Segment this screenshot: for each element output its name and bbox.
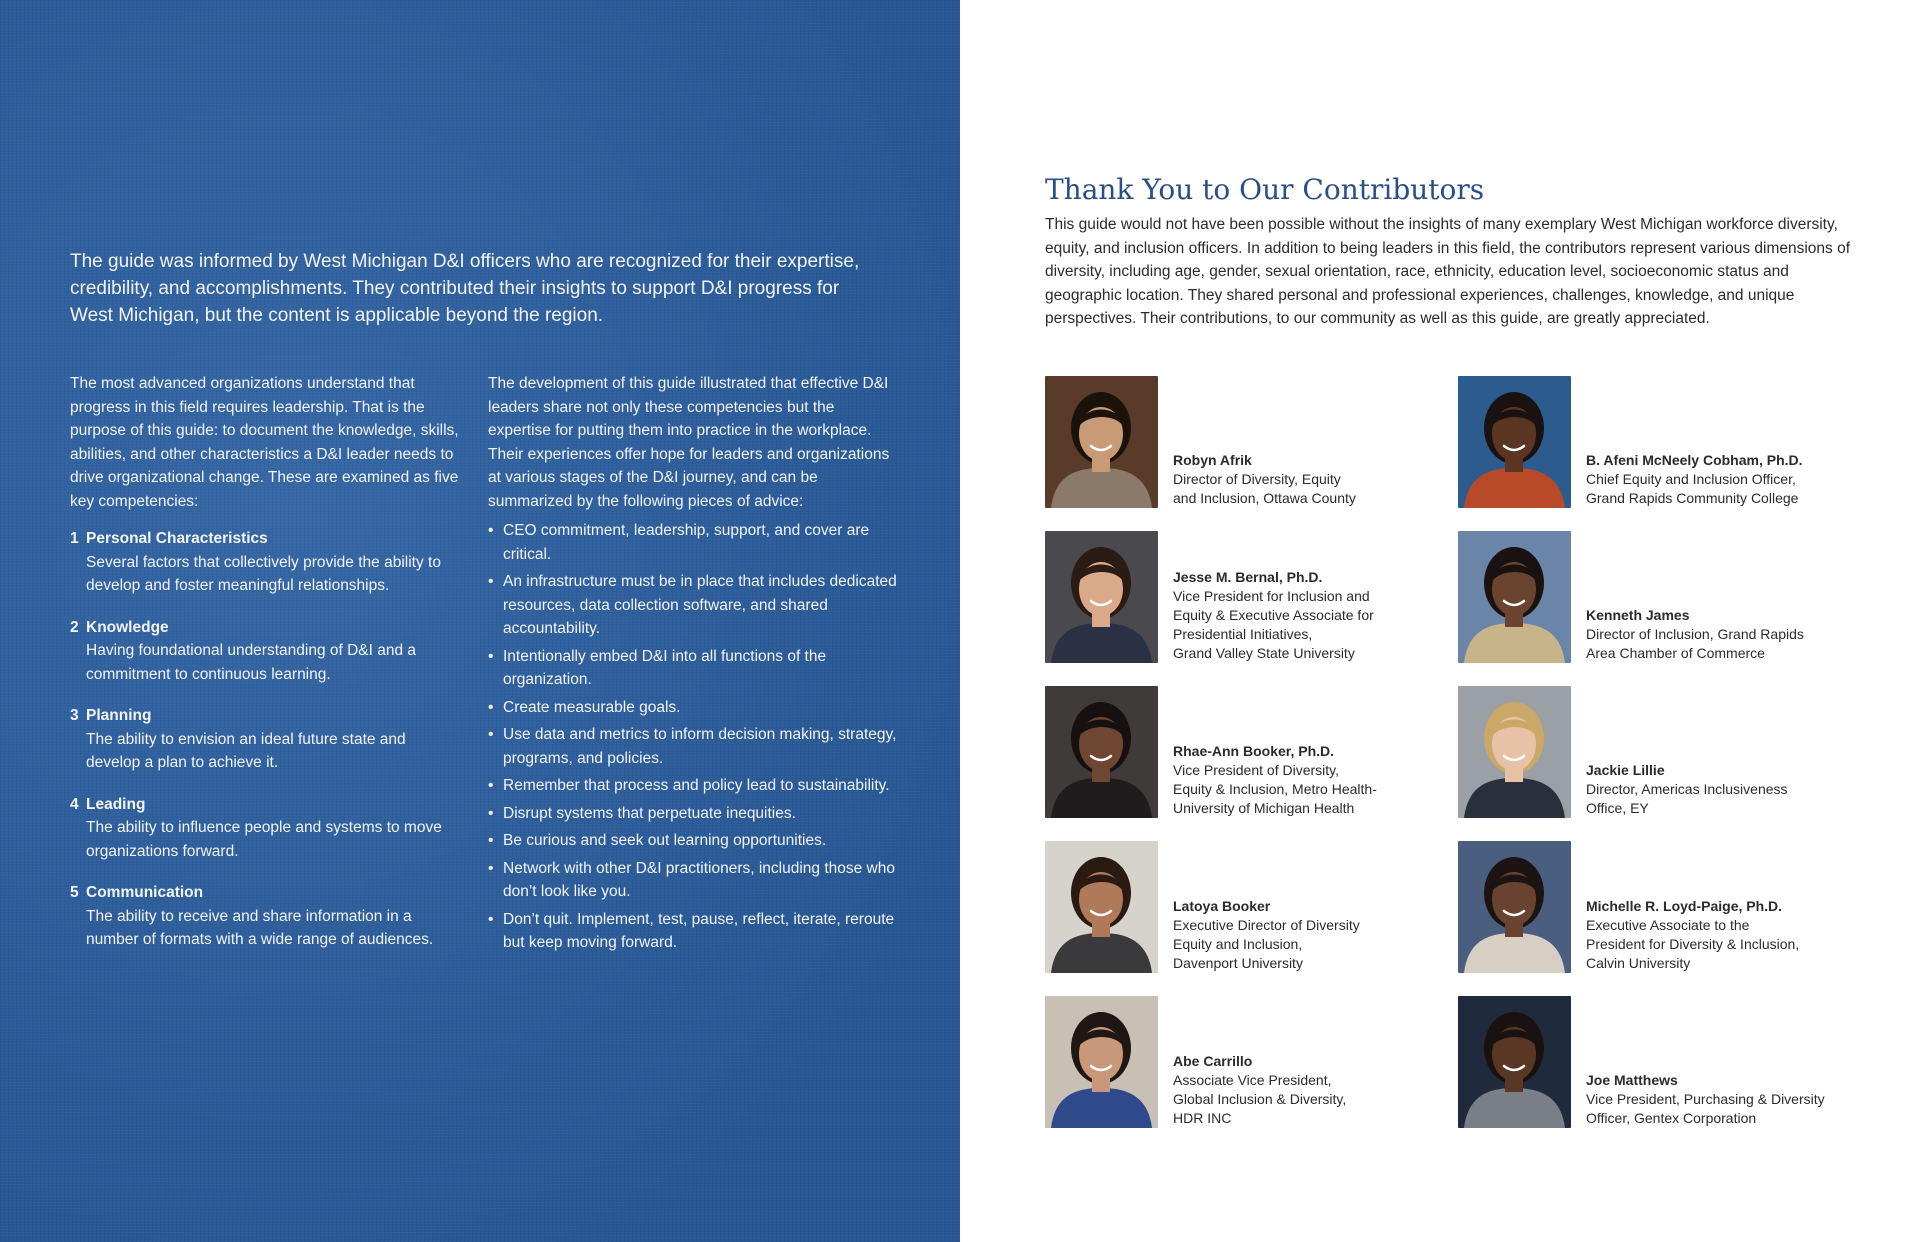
advice-item: [488, 829, 898, 853]
contributor-photo: [1458, 376, 1571, 508]
contributor-title-line: Presidential Initiatives,: [1173, 626, 1313, 642]
advice-item: [488, 570, 898, 641]
contributor-card: [1458, 531, 1878, 663]
competency-number: 5: [70, 884, 79, 901]
bullet-marker: •: [488, 832, 494, 849]
competency-description: The ability to receive and share information in a number of formats with a wide range of audiences.: [86, 907, 434, 948]
portrait-image: [1045, 996, 1158, 1128]
competency-number: 1: [70, 530, 79, 547]
portrait-image: [1045, 531, 1158, 663]
competency-heading: [70, 793, 460, 817]
contributor-info: [1173, 742, 1473, 818]
contributor-card: [1045, 686, 1465, 818]
contributor-photo: [1045, 376, 1158, 508]
contributor-info: [1173, 897, 1473, 973]
competencies-intro: The most advanced organizations understand that progress in this field requires leadership. That is the purpose of this guide: to document the knowledge, skills, abilities, and other characteristics a D&I leader needs to drive organizational change. These are examined as five key competencies:: [70, 375, 459, 510]
competency-title: Communication: [86, 884, 204, 901]
advice-item: [488, 857, 898, 904]
contributor-card: [1458, 686, 1878, 818]
contributor-title-line: Executive Director of Diversity: [1173, 917, 1360, 933]
competency-title: Knowledge: [86, 618, 169, 636]
contributor-title-line: Vice President for Inclusion and: [1173, 588, 1370, 604]
portrait-image: [1458, 686, 1571, 818]
portrait-image: [1458, 841, 1571, 973]
competency-heading: [70, 881, 460, 905]
portrait-image: [1458, 376, 1571, 508]
competencies-column: [70, 372, 460, 970]
portrait-image: [1458, 531, 1571, 663]
portrait-image: [1045, 376, 1158, 508]
competency-number: 2: [70, 618, 79, 636]
contributor-info: [1586, 1071, 1886, 1128]
contributor-info: [1586, 761, 1886, 818]
competency-heading: [70, 704, 460, 728]
contributor-photo: [1045, 531, 1158, 663]
bullet-marker: •: [488, 647, 494, 665]
bullet-marker: •: [488, 573, 494, 590]
contributor-title-line: Officer, Gentex Corporation: [1586, 1110, 1757, 1126]
contributor-info: [1173, 568, 1473, 663]
contributor-title-line: Calvin University: [1586, 955, 1691, 971]
contributor-name: Abe Carrillo: [1173, 1053, 1253, 1069]
bullet-marker: •: [488, 698, 494, 716]
contributor-photo: [1045, 996, 1158, 1128]
bullet-marker: •: [488, 522, 494, 539]
contributor-title-line: Office, EY: [1586, 800, 1649, 816]
bullet-marker: •: [488, 804, 494, 822]
contributor-name: Jesse M. Bernal, Ph.D.: [1173, 569, 1323, 585]
contributor-title-line: Director of Inclusion, Grand Rapids: [1586, 626, 1804, 642]
contributor-title-line: Director, Americas Inclusiveness: [1586, 781, 1788, 797]
competency-description: Having foundational understanding of D&I and a commitment to continuous learning.: [86, 642, 417, 683]
advice-item: [488, 696, 898, 720]
contributor-info: [1173, 451, 1473, 508]
contributor-name: Joe Matthews: [1586, 1072, 1678, 1088]
competency-item: [70, 704, 460, 775]
competency-item: [70, 616, 460, 687]
competency-description: Several factors that collectively provide the ability to develop and foster meaningful relationships.: [86, 553, 441, 594]
contributor-title-line: HDR INC: [1173, 1110, 1232, 1126]
contributors-description: This guide would not have been possible without the insights of many exemplary West Michigan workforce diversity, equity, and inclusion officers. In addition to being leaders in this field, the contributors represent various dimensions of diversity, including age, gender, sexual orientation, race, ethnicity, education level, socioeconomic status and geographic location. They shared personal and professional experiences, challenges, knowledge, and unique perspectives. Their contributions, to our community as well as this guide, are greatly appreciated.: [1045, 216, 1851, 327]
contributor-title-line: Equity and Inclusion,: [1173, 936, 1303, 952]
contributor-card: [1045, 996, 1465, 1128]
contributor-info: [1586, 606, 1886, 663]
contributor-title-line: Grand Rapids Community College: [1586, 490, 1799, 506]
advice-intro: The development of this guide illustrated that effective D&I leaders share not only these competencies but the expertise for putting them into practice in the workplace. Their experiences offer hope for leaders and organizations at various stages of the D&I journey, and can be summarized by the following pieces of advice:: [488, 375, 890, 510]
contributor-name: Robyn Afrik: [1173, 452, 1252, 468]
contributor-title-line: Associate Vice President,: [1173, 1072, 1332, 1088]
contributor-photo: [1045, 841, 1158, 973]
advice-text: Don’t quit. Implement, test, pause, reflect, iterate, reroute but keep moving forward.: [503, 910, 895, 951]
portrait-image: [1458, 996, 1571, 1128]
advice-column: [488, 372, 898, 959]
contributor-title-line: Executive Associate to the: [1586, 917, 1750, 933]
contributor-photo: [1458, 996, 1571, 1128]
advice-text: Remember that process and policy lead to sustainability.: [503, 777, 890, 794]
contributor-title-line: and Inclusion, Ottawa County: [1173, 490, 1356, 506]
contributor-name: Rhae-Ann Booker, Ph.D.: [1173, 743, 1335, 759]
competency-heading: [70, 616, 460, 640]
competency-title: Personal Characteristics: [86, 530, 268, 547]
competency-list: [70, 527, 460, 952]
bullet-marker: •: [488, 726, 494, 743]
contributor-title-line: University of Michigan Health: [1173, 800, 1355, 816]
contributor-info: [1586, 897, 1886, 973]
advice-item: [488, 723, 898, 770]
advice-text: CEO commitment, leadership, support, and cover are critical.: [503, 522, 870, 563]
contributor-title-line: Chief Equity and Inclusion Officer,: [1586, 471, 1796, 487]
competency-title: Leading: [86, 795, 146, 813]
advice-item: [488, 519, 898, 566]
competency-description: The ability to influence people and systems to move organizations forward.: [86, 819, 442, 860]
advice-item: [488, 645, 898, 692]
contributor-info: [1586, 451, 1886, 508]
contributor-name: Latoya Booker: [1173, 898, 1271, 914]
contributor-photo: [1458, 841, 1571, 973]
contributors-title: Thank You to Our Contributors: [1045, 173, 1485, 206]
advice-text: Use data and metrics to inform decision making, strategy, programs, and policies.: [503, 726, 897, 767]
competency-item: [70, 527, 460, 598]
contributor-title-line: President for Diversity & Inclusion,: [1586, 936, 1800, 952]
contributor-card: [1045, 841, 1465, 973]
competency-description: The ability to envision an ideal future state and develop a plan to achieve it.: [86, 730, 406, 771]
advice-text: Intentionally embed D&I into all functions of the organization.: [503, 647, 827, 688]
bullet-marker: •: [488, 910, 494, 928]
contributor-card: [1458, 376, 1878, 508]
advice-text: An infrastructure must be in place that includes dedicated resources, data collection software, and shared accountability.: [503, 573, 897, 637]
contributor-card: [1045, 531, 1465, 663]
contributor-title-line: Equity & Inclusion, Metro Health-: [1173, 781, 1377, 797]
right-panel: [960, 0, 1920, 1242]
contributor-title-line: Vice President, Purchasing & Diversity: [1586, 1091, 1825, 1107]
contributor-info: [1173, 1052, 1473, 1128]
competency-item: [70, 881, 460, 952]
contributor-title-line: Global Inclusion & Diversity,: [1173, 1091, 1347, 1107]
bullet-marker: •: [488, 859, 494, 877]
contributor-photo: [1458, 531, 1571, 663]
contributor-title-line: Vice President of Diversity,: [1173, 762, 1339, 778]
contributor-name: Jackie Lillie: [1586, 762, 1665, 778]
competency-item: [70, 793, 460, 864]
advice-item: [488, 774, 898, 798]
competency-heading: [70, 527, 460, 551]
advice-text: Disrupt systems that perpetuate inequities.: [503, 804, 796, 822]
portrait-image: [1045, 841, 1158, 973]
contributor-title-line: Equity & Executive Associate for: [1173, 607, 1374, 623]
contributor-card: [1458, 996, 1878, 1128]
contributor-card: [1045, 376, 1465, 508]
competency-number: 3: [70, 707, 79, 724]
contributor-card: [1458, 841, 1878, 973]
intro-paragraph: The guide was informed by West Michigan D&I officers who are recognized for their expertise, credibility, and accomplishments. They contributed their insights to support D&I progress for West Michigan, but the content is applicable beyond the region.: [70, 251, 860, 326]
contributor-title-line: Director of Diversity, Equity: [1173, 471, 1341, 487]
contributor-name: Michelle R. Loyd-Paige, Ph.D.: [1586, 898, 1783, 914]
contributor-name: Kenneth James: [1586, 607, 1690, 623]
advice-item: [488, 908, 898, 955]
advice-item: [488, 802, 898, 826]
competency-title: Planning: [86, 707, 152, 724]
advice-text: Create measurable goals.: [503, 698, 681, 716]
bullet-marker: •: [488, 777, 494, 794]
advice-text: Be curious and seek out learning opportunities.: [503, 832, 827, 849]
contributor-title-line: Davenport University: [1173, 955, 1303, 971]
contributor-title-line: Grand Valley State University: [1173, 645, 1355, 661]
advice-list: [488, 519, 898, 955]
contributor-photo: [1458, 686, 1571, 818]
contributor-photo: [1045, 686, 1158, 818]
advice-text: Network with other D&I practitioners, including those who don’t look like you.: [503, 859, 895, 900]
contributor-title-line: Area Chamber of Commerce: [1586, 645, 1765, 661]
competency-number: 4: [70, 795, 79, 813]
portrait-image: [1045, 686, 1158, 818]
contributor-name: B. Afeni McNeely Cobham, Ph.D.: [1586, 452, 1803, 468]
